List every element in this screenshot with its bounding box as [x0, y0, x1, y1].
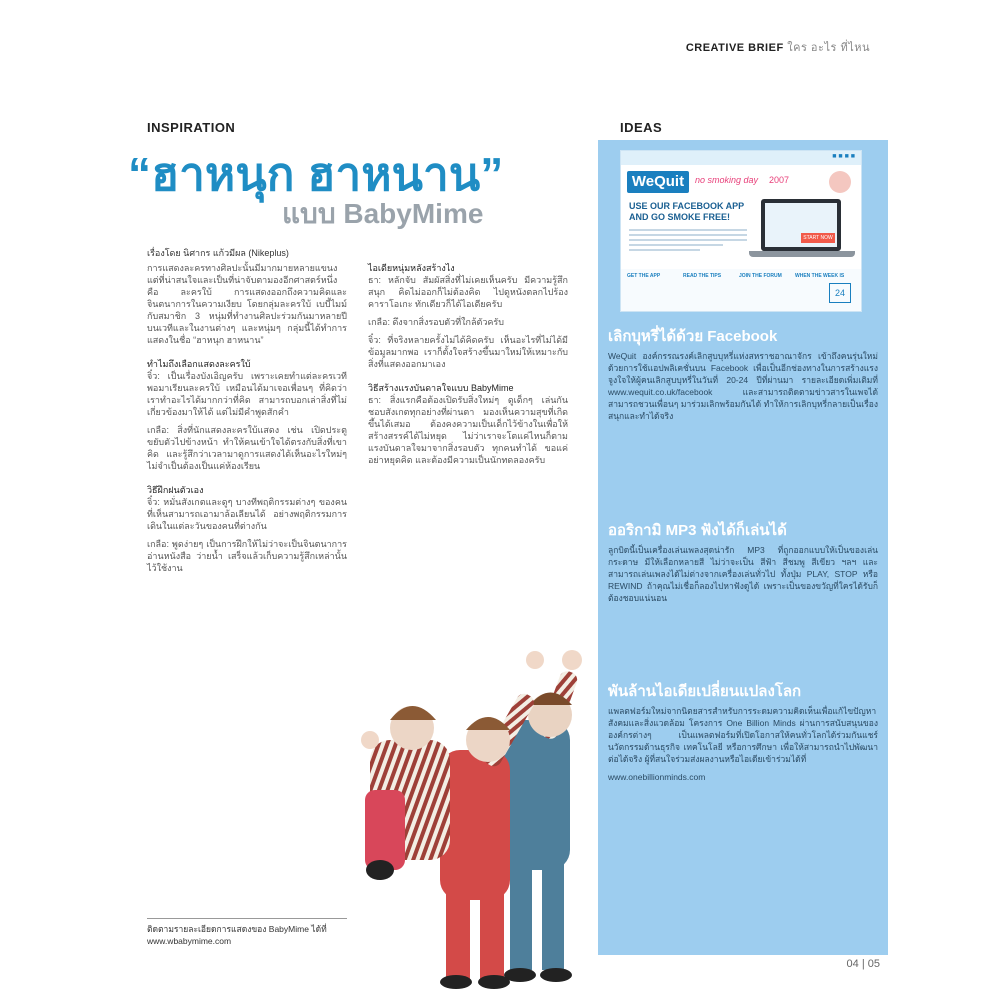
footer-note-text: ติดตามรายละเอียดการแสดงของ BabyMime ได้ที่ [147, 924, 327, 934]
question-heading: วิธีสร้างแรงบันดาลใจแบบ BabyMime [368, 383, 514, 393]
ad-step-2: READ THE TIPS [683, 273, 722, 279]
article-column-2 [368, 262, 568, 472]
idea-title: เลิกบุหรี่ได้ด้วย Facebook [608, 328, 778, 345]
ad-step-3: JOIN THE FORUM [739, 273, 782, 279]
answer-paragraph: จิ๋ว: เป็นเรื่องบังเอิญครับ เพราะเคยทำแต่ละครเวที พอมาเรียนละครใบ้ เหมือนได้มาเจอเพื่อนๆ ที่คิดว่าเราทำอะไรได้มากกว่าที่คิด สามารถบอกเล่าสิ่งที่ไม่เกี่ยวข้องมาให้ได้ แต่ไม่มีคำพูดสักคำ [147, 371, 347, 417]
page-number: 04 | 05 [846, 958, 880, 970]
answer-paragraph: จิ๋ว: ที่จริงหลายครั้งไม่ได้คิดครับ เห็นอะไรที่ไม่ได้มีข้อมูลมากพอ เราก็ตั้งใจสร้างขึ้นมาใหม่ให้เหมาะกับสิ่งที่แสดงออกมาเอง [368, 335, 568, 369]
ad-step-1: GET THE APP [627, 273, 661, 279]
question-heading: ทำไมถึงเลือกแสดงละครใบ้ [147, 359, 251, 369]
running-header [600, 38, 870, 56]
ad-headline: USE OUR FACEBOOK APP AND GO SMOKE FREE! [629, 201, 745, 222]
intro-paragraph: การแสดงละครทางศิลปะนั้นมีมากมายหลายแขนง แต่ที่น่าสนใจและเป็นที่น่าจับตามองอีกศาสตร์หนึ่งคือ ละครใบ้ การแสดงออกถึงความคิดและจินตนาการในความเงียบ โดยกลุ่มละครใบ้ เบบี้ไมม์ กับสมาชิก 3 หนุ่มที่ทำงานศิลปะร่วมกันมาหลายปี บนเวทีและในงานต่างๆ และหนุ่มๆ กลุ่มนี้ได้ทำการแสดงในชื่อ “ฮาหนุก ฮาหนาน” [147, 263, 347, 345]
question-heading: ไอเดียหนุ่มหลังสร้างไง [368, 263, 455, 273]
answer-paragraph: เกลือ: พูดง่ายๆ เป็นการฝึกให้ไม่ว่าจะเป็นจินตนาการ อ่านหนังสือ ว่ายน้ำ เสร็จแล้วเก็บความรู้สึกเหล่านั้นไว้ใช้งาน [147, 539, 347, 573]
ad-badge-icon [829, 171, 851, 193]
idea-link[interactable]: www.onebillionminds.com [608, 772, 706, 782]
footer-rule [147, 918, 347, 919]
ad-start-button: START NOW [801, 233, 835, 243]
answer-paragraph: ธา: สิ่งแรกคือต้องเปิดรับสิ่งใหม่ๆ ดูเด็กๆ เล่นกัน ชอบสังเกตทุกอย่างที่ผ่านตา มองเห็นความสุขที่เกิดขึ้นได้เสมอ ต้องคงความเป็นเด็กไว้ข้างในเพื่อให้สร้างสรรค์ได้ไม่หยุด ไม่ว่าเราจะโตแค่ไหนก็ตาม แรงบันดาลใจมาจากสิ่งรอบตัว ทุกคนทำได้ ขอแค่อย่าหยุดคิด และต้องมีความเป็นนักทดลองครับ [368, 395, 568, 465]
ad-top-bar: ■ ■ ■ ■ [621, 151, 861, 165]
ad-logo: WeQuit [627, 171, 689, 193]
header-tagline: ใคร อะไร ที่ไหน [787, 42, 870, 54]
article-column-1 [147, 262, 347, 580]
idea-body: ลูกบิดนี้เป็นเครื่องเล่นเพลงสุดน่ารัก MP3 ที่ถูกออกแบบให้เป็นของเล่นกระดาษ มีให้เลือกหลายสี ไม่ว่าจะเป็น สีฟ้า สีชมพู สีเขียว ฯลฯ และสามารถเล่นเพลงได้ไม่ต่างจากเครื่องเล่นทั่วไป ทั้งปุ่ม PLAY, STOP หรือ REWIND ถ้าคุณไม่เชื่อก็ลองไปหาฟังดูได้ เพราะเป็นของขวัญที่ใครได้รับก็ต้องชอบแน่นอน [608, 545, 878, 603]
ad-body-lines [629, 229, 747, 259]
performer-right [500, 650, 582, 982]
calendar-icon: 24 [829, 283, 851, 303]
header-brand: CREATIVE BRIEF [685, 42, 784, 54]
idea-body: แพลตฟอร์มใหม่จากนิตยสารสำหรับการระดมความคิดเห็นเพื่อแก้ไขปัญหาสังคมและสิ่งแวดล้อม โครงการ One Billion Minds ผ่านการสนับสนุนขององค์กรต่างๆ เป็นแพลตฟอร์มที่เปิดโอกาสให้คนทั่วโลกได้ร่วมกันแชร์นวัตกรรมด้านธุรกิจ เทคโนโลยี หรือการศึกษา เพื่อให้สามารถนำไปพัฒนาต่อได้จริง ผู้ที่สนใจร่วมส่งผลงานหรือไอเดียเข้าร่วมได้ที่ [608, 706, 878, 764]
article-subtitle: แบบ BabyMime [282, 198, 484, 229]
wequit-ad-image [620, 150, 862, 312]
ad-tagline: no smoking day [695, 175, 759, 185]
ad-step-4: WHEN THE WEEK IS [795, 273, 845, 279]
answer-paragraph: จิ๋ว: หมั่นสังเกตและดูๆ บางทีพฤติกรรมต่างๆ ของคนที่เห็นสามารถเอามาล้อเลียนได้ อย่างพฤติกรรมการเดินในแต่ละวันของคนที่ต่างกัน [147, 497, 347, 531]
laptop-icon [761, 199, 841, 251]
ad-year: 2007 [769, 175, 790, 185]
laptop-base [749, 251, 855, 257]
idea-body: WeQuit องค์กรรณรงค์เลิกสูบบุหรี่แห่งสหราชอาณาจักร เข้าถึงคนรุ่นใหม่ด้วยการใช้แอปพลิเคชั่นบน Facebook เพื่อเป็นอีกช่องทางในการสร้างแรงจูงใจให้ผู้คนเลิกสูบบุหรี่ในวันที่ 20-24 ปีที่ผ่านมา รายละเอียดเพิ่มเติมที่ www.wequit.co.uk/facebook และสามารถติดตามข่าวสารในเพจได้ สามารถชวนเพื่อนๆ มาร่วมเลิกพร้อมกันได้ ทำให้การเลิกบุหรี่กลายเป็นเรื่องสนุกและทำได้จริง [608, 351, 878, 421]
footer-link[interactable]: www.wbabymime.com [147, 936, 232, 946]
idea-item-origami-mp3 [608, 522, 878, 604]
idea-title: ออริกามิ MP3 ฟังได้ก็เล่นได้ [608, 522, 787, 539]
section-label-ideas: IDEAS [620, 120, 663, 135]
idea-title: พันล้านไอเดียเปลี่ยนแปลงโลก [608, 683, 802, 700]
answer-paragraph: เกลือ: สิ่งที่นักแสดงละครใบ้แสดง เช่น เปิดประตู ขยับตัวไปข้างหน้า ทำให้คนเข้าใจได้ตรงกับสิ่งที่เขาคิด และรู้สึกว่าเวลามาดูการแสดงได้เห็นอะไรใหม่ๆ ไม่จำเป็นต้องเป็นแค่ห้องเรียน [147, 425, 347, 471]
byline: เรื่องโดย นิศากร แก้วมีผล (Nikeplus) [147, 248, 289, 258]
footer-note [147, 918, 347, 947]
performer-left [361, 706, 450, 880]
idea-item-facebook [608, 328, 878, 422]
ad-steps [621, 269, 861, 311]
question-heading: วิธีฝึกฝนตัวเอง [147, 485, 204, 495]
answer-paragraph: ธา: หลักจับ สัมผัสสิ่งที่ไม่เคยเห็นครับ มีความรู้สึกสนุก คิดไม่ออกก็ไม่ต้องคิด ไปดูหนังตลกไปร้องคาราโอเกะ ทักเดียวก็ได้ไอเดียครับ [368, 275, 568, 309]
idea-item-one-billion-minds [608, 683, 878, 783]
answer-paragraph: เกลือ: ดึงจากสิ่งรอบตัวที่ใกล้ตัวครับ [368, 317, 504, 327]
article-title: “ฮาหนุก ฮาหนาน” [128, 148, 504, 200]
section-label-inspiration: INSPIRATION [147, 120, 236, 135]
mime-performers-photo [350, 630, 630, 1000]
